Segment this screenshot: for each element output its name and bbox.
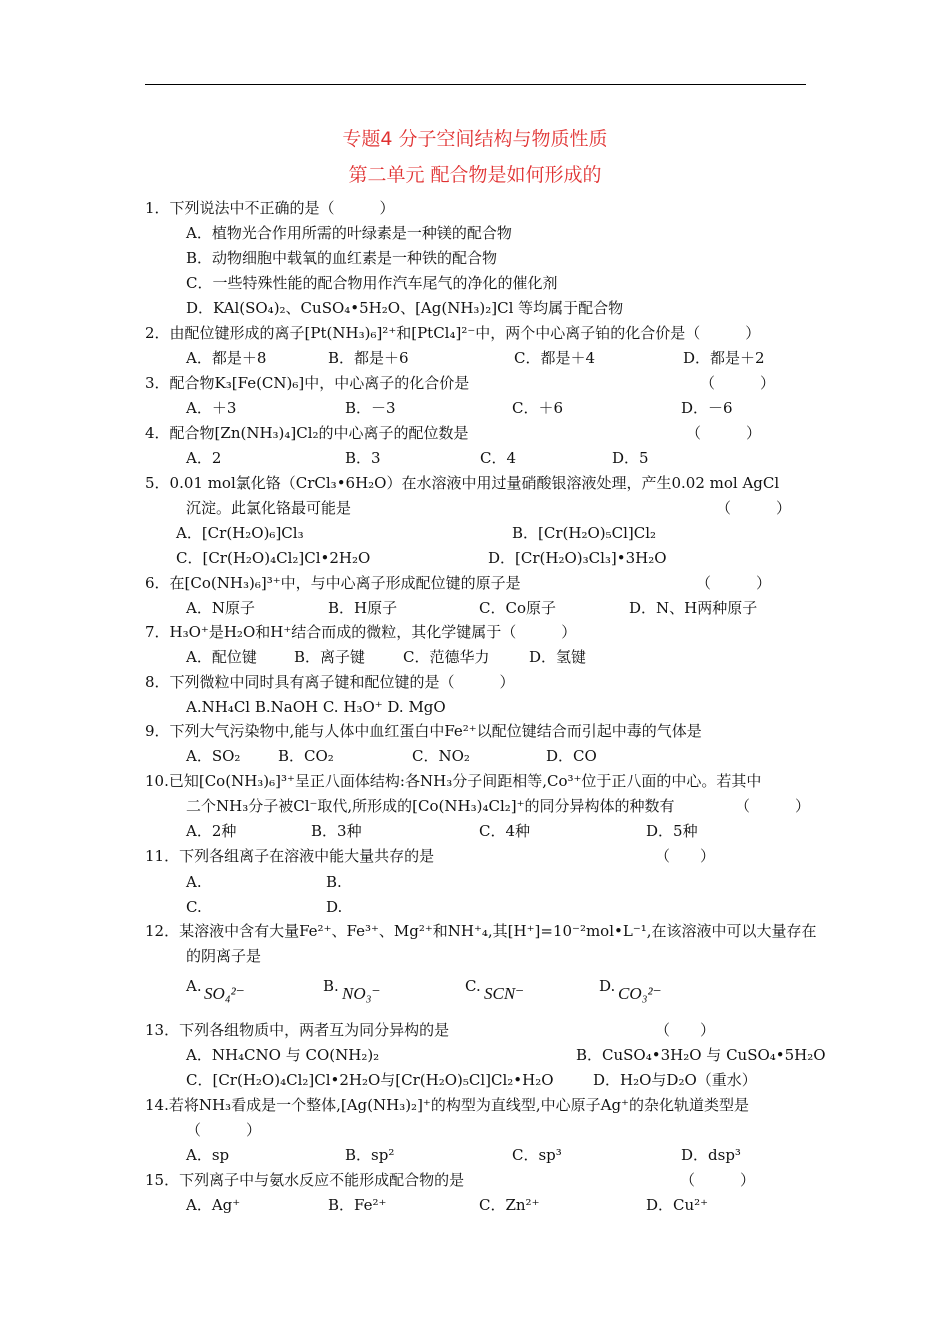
q10-option-b: B．3种	[311, 822, 362, 840]
q15-option-b: B．Fe²⁺	[328, 1196, 387, 1214]
page-subtitle: 第二单元 配合物是如何形成的	[348, 164, 602, 186]
question-8-stem: 8．下列微粒中同时具有离子键和配位键的是（ ）	[145, 673, 515, 691]
q4-option-c: C．4	[480, 449, 517, 467]
q12-option-d-label: D.	[599, 977, 616, 995]
q15-option-d: D．Cu²⁺	[646, 1196, 709, 1214]
q10-option-c: C．4种	[479, 822, 531, 840]
q14-bracket: （ ）	[186, 1121, 262, 1139]
q12-option-c-ion: SCN⁻	[484, 984, 525, 1003]
q2-option-c: C．都是＋4	[514, 349, 596, 367]
header-rule	[145, 84, 806, 85]
question-6-stem: 6．在[Co(NH₃)₆]³⁺中，与中心离子形成配位键的原子是	[145, 574, 521, 592]
q9-option-d: D．CO	[546, 747, 597, 765]
question-3-stem: 3．配合物K₃[Fe(CN)₆]中，中心离子的化合价是	[145, 374, 470, 392]
q12-option-b-label: B.	[323, 977, 339, 995]
q11-option-c: C.	[186, 898, 202, 916]
q15-bracket: （ ）	[680, 1171, 756, 1189]
q15-option-c: C．Zn²⁺	[479, 1196, 540, 1214]
q13-option-d: D．H₂O与D₂O（重水）	[593, 1071, 757, 1089]
q8-options: A.NH₄Cl B.NaOH C. H₃O⁺ D. MgO	[186, 698, 446, 716]
q2-option-a: A．都是＋8	[186, 349, 267, 367]
q7-option-b: B．离子键	[294, 648, 366, 666]
q4-option-a: A．2	[186, 449, 222, 467]
q1-option-c: C．一些特殊性能的配合物用作汽车尾气的净化的催化剂	[186, 274, 558, 292]
q13-option-a: A．NH₄CNO 与 CO(NH₂)₂	[186, 1046, 380, 1064]
q5-option-c: C．[Cr(H₂O)₄Cl₂]Cl•2H₂O	[176, 549, 371, 567]
q7-option-c: C．范德华力	[403, 648, 490, 666]
q14-option-a: A．sp	[186, 1146, 230, 1164]
q2-option-b: B．都是＋6	[328, 349, 409, 367]
q13-bracket: （ ）	[655, 1021, 716, 1039]
q12-option-a-label: A.	[186, 977, 202, 995]
q6-option-a: A．N原子	[186, 599, 255, 617]
q1-option-b: B．动物细胞中载氧的血红素是一种铁的配合物	[186, 249, 498, 267]
q10-bracket: （ ）	[735, 797, 811, 815]
q5-option-d: D．[Cr(H₂O)₃Cl₃]•3H₂O	[488, 549, 667, 567]
q14-option-b: B．sp²	[345, 1146, 395, 1164]
q7-option-d: D．氢键	[529, 648, 587, 666]
q3-option-a: A．＋3	[186, 399, 237, 417]
q12-option-a-ion: SO₄²⁻	[204, 984, 245, 1003]
q7-option-a: A．配位键	[186, 648, 257, 666]
q11-option-d: D.	[326, 898, 343, 916]
q4-option-d: D．5	[612, 449, 649, 467]
q12-option-c-label: C.	[465, 977, 481, 995]
q13-option-c: C．[Cr(H₂O)₄Cl₂]Cl•2H₂O与[Cr(H₂O)₅Cl]Cl₂•H₂O	[186, 1071, 554, 1089]
question-4-stem: 4．配合物[Zn(NH₃)₄]Cl₂的中心离子的配位数是	[145, 424, 469, 442]
page-title: 专题4 分子空间结构与物质性质	[342, 128, 608, 150]
q6-option-b: B．H原子	[328, 599, 398, 617]
q3-bracket: （ ）	[700, 374, 776, 392]
q1-option-d: D．KAl(SO₄)₂、CuSO₄•5H₂O、[Ag(NH₃)₂]Cl 等均属于配合物	[186, 299, 624, 317]
question-11-stem: 11．下列各组离子在溶液中能大量共存的是	[145, 847, 435, 865]
q11-option-b: B.	[326, 873, 342, 891]
q6-option-c: C．Co原子	[479, 599, 556, 617]
q10-option-a: A．2种	[186, 822, 237, 840]
q2-option-d: D．都是＋2	[683, 349, 765, 367]
question-5-stem-cont: 沉淀。此氯化铬最可能是	[186, 499, 352, 517]
q14-option-d: D．dsp³	[681, 1146, 741, 1164]
question-9-stem: 9．下列大气污染物中,能与人体中血红蛋白中Fe²⁺以配位键结合而引起中毒的气体是	[145, 722, 702, 740]
q12-option-b-ion: NO₃⁻	[342, 984, 381, 1003]
question-12-stem-cont: 的阴离子是	[186, 947, 262, 965]
q5-bracket: （ ）	[716, 499, 792, 517]
q14-option-c: C．sp³	[512, 1146, 562, 1164]
question-7-stem: 7．H₃O⁺是H₂O和H⁺结合而成的微粒，其化学键属于（ ）	[145, 623, 577, 641]
question-10-stem: 10.已知[Co(NH₃)₆]³⁺呈正八面体结构:各NH₃分子间距相等,Co³⁺位于正八面的中心。若其中	[145, 772, 762, 790]
question-1-stem: 1．下列说法中不正确的是（ ）	[145, 199, 395, 217]
q12-option-d-ion: CO₃²⁻	[618, 984, 662, 1003]
q4-bracket: （ ）	[686, 424, 762, 442]
q3-option-d: D．－6	[681, 399, 733, 417]
question-2-stem: 2．由配位键形成的离子[Pt(NH₃)₆]²⁺和[PtCl₄]²⁻中，两个中心离子铂的化合价是（ ）	[145, 324, 761, 342]
question-13-stem: 13．下列各组物质中，两者互为同分异构的是	[145, 1021, 450, 1039]
q9-option-b: B．CO₂	[278, 747, 334, 765]
q13-option-b: B．CuSO₄•3H₂O 与 CuSO₄•5H₂O	[576, 1046, 826, 1064]
question-14-stem: 14.若将NH₃看成是一个整体,[Ag(NH₃)₂]⁺的构型为直线型,中心原子Ag⁺的杂化轨道类型是	[145, 1096, 749, 1114]
question-12-stem: 12．某溶液中含有大量Fe²⁺、Fe³⁺、Mg²⁺和NH⁺₄,其[H⁺]=10⁻²mol•L⁻¹,在该溶液中可以大量存在	[145, 922, 817, 940]
question-10-stem-cont: 二个NH₃分子被Cl⁻取代,所形成的[Co(NH₃)₄Cl₂]⁺的同分异构体的种数有	[186, 797, 675, 815]
q11-option-a: A.	[186, 873, 202, 891]
q1-option-a: A．植物光合作用所需的叶绿素是一种镁的配合物	[186, 224, 512, 242]
q6-option-d: D．N、H两种原子	[629, 599, 758, 617]
q15-option-a: A．Ag⁺	[186, 1196, 241, 1214]
q11-bracket: （ ）	[655, 847, 716, 865]
q9-option-c: C．NO₂	[412, 747, 470, 765]
q6-bracket: （ ）	[696, 574, 772, 592]
q10-option-d: D．5种	[646, 822, 698, 840]
q4-option-b: B．3	[345, 449, 381, 467]
q5-option-b: B．[Cr(H₂O)₅Cl]Cl₂	[512, 524, 657, 542]
question-5-stem: 5．0.01 mol氯化铬（CrCl₃•6H₂O）在水溶液中用过量硝酸银溶液处理，产生0.02 mol AgCl	[145, 474, 780, 492]
q3-option-b: B．－3	[345, 399, 396, 417]
q3-option-c: C．＋6	[512, 399, 564, 417]
q5-option-a: A．[Cr(H₂O)₆]Cl₃	[176, 524, 304, 542]
q9-option-a: A．SO₂	[186, 747, 241, 765]
question-15-stem: 15．下列离子中与氨水反应不能形成配合物的是	[145, 1171, 465, 1189]
